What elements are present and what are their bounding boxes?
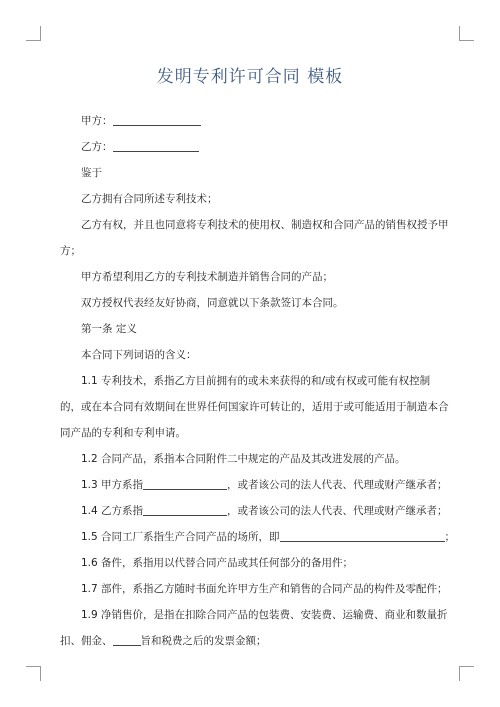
- party-a-name-blank[interactable]: [143, 477, 227, 490]
- party-b-label: 乙方：: [81, 141, 113, 153]
- crop-mark-bottom-right: [459, 666, 474, 681]
- crop-mark-bottom-left: [26, 666, 41, 681]
- recital-4: 双方授权代表经友好协商，同意就以下条款签订本合同。: [81, 297, 344, 309]
- party-a-line: [60, 108, 450, 134]
- definitions-intro: 本合同下列词语的含义：: [81, 349, 197, 361]
- party-b-blank[interactable]: [113, 139, 199, 152]
- definition-1-9: [60, 602, 450, 654]
- party-b-name-blank[interactable]: [143, 503, 227, 516]
- definition-1-7: 1.7 部件，系指乙方随时书面允许甲方生产和销售的合同产品的构件及零配件；: [81, 583, 448, 595]
- definition-1-3-suffix: ，或者该公司的法人代表、代理或财产继承者；: [227, 479, 448, 491]
- factory-location-blank[interactable]: [280, 529, 445, 542]
- recital-3: 甲方希望利用乙方的专利技术制造并销售合同的产品；: [81, 271, 333, 283]
- definition-1-1: 1.1 专利技术，系指乙方目前拥有的或未来获得的和/或有权或可能有权控制的，或在本合同有效期间在世界任何国家许可转让的，适用于或可能适用于制造本合同产品的专利和专利申请。: [60, 375, 449, 439]
- whereas-heading: 鉴于: [81, 167, 102, 179]
- definition-1-3-prefix: 1.3 甲方系指: [81, 479, 144, 491]
- definition-1-4: [60, 498, 450, 524]
- recital-2: 乙方有权，并且也同意将专利技术的使用权、制造权和合同产品的销售权授予甲方；: [60, 219, 449, 257]
- crop-mark-top-right: [459, 26, 474, 41]
- definition-1-9-blank[interactable]: [113, 633, 141, 646]
- document-title: 发明专利许可合同 模板: [156, 67, 344, 87]
- party-a-label: 甲方：: [81, 115, 113, 127]
- definition-1-5: [60, 524, 456, 550]
- definition-1-3: [60, 472, 450, 498]
- crop-mark-top-left: [26, 26, 41, 41]
- party-b-line: [60, 134, 450, 160]
- definition-1-6: 1.6 备件，系指用以代替合同产品或其任何部分的备用件；: [81, 557, 354, 569]
- definition-1-4-prefix: 1.4 乙方系指: [81, 505, 144, 517]
- definition-1-5-suffix: ；: [444, 531, 456, 543]
- definition-1-9-prefix: 1.9 净销售价，是指在扣除合同产品的包装费、安装费、运输费、商业和数量折扣、佣金、: [60, 609, 448, 647]
- document-body: [60, 108, 456, 654]
- recital-1: 乙方拥有合同所述专利技术；: [81, 193, 218, 205]
- definition-1-2: 1.2 合同产品，系指本合同附件二中规定的产品及其改进发展的产品。: [81, 453, 406, 465]
- definition-1-5-prefix: 1.5 合同工厂系指生产合同产品的场所，即: [81, 531, 280, 543]
- definition-1-9-suffix: 旨和税费之后的发票金额；: [140, 635, 267, 647]
- article-1-heading: 第一条 定义: [81, 323, 137, 335]
- definition-1-4-suffix: ，或者该公司的法人代表、代理或财产继承者；: [227, 505, 448, 517]
- party-a-blank[interactable]: [113, 113, 201, 126]
